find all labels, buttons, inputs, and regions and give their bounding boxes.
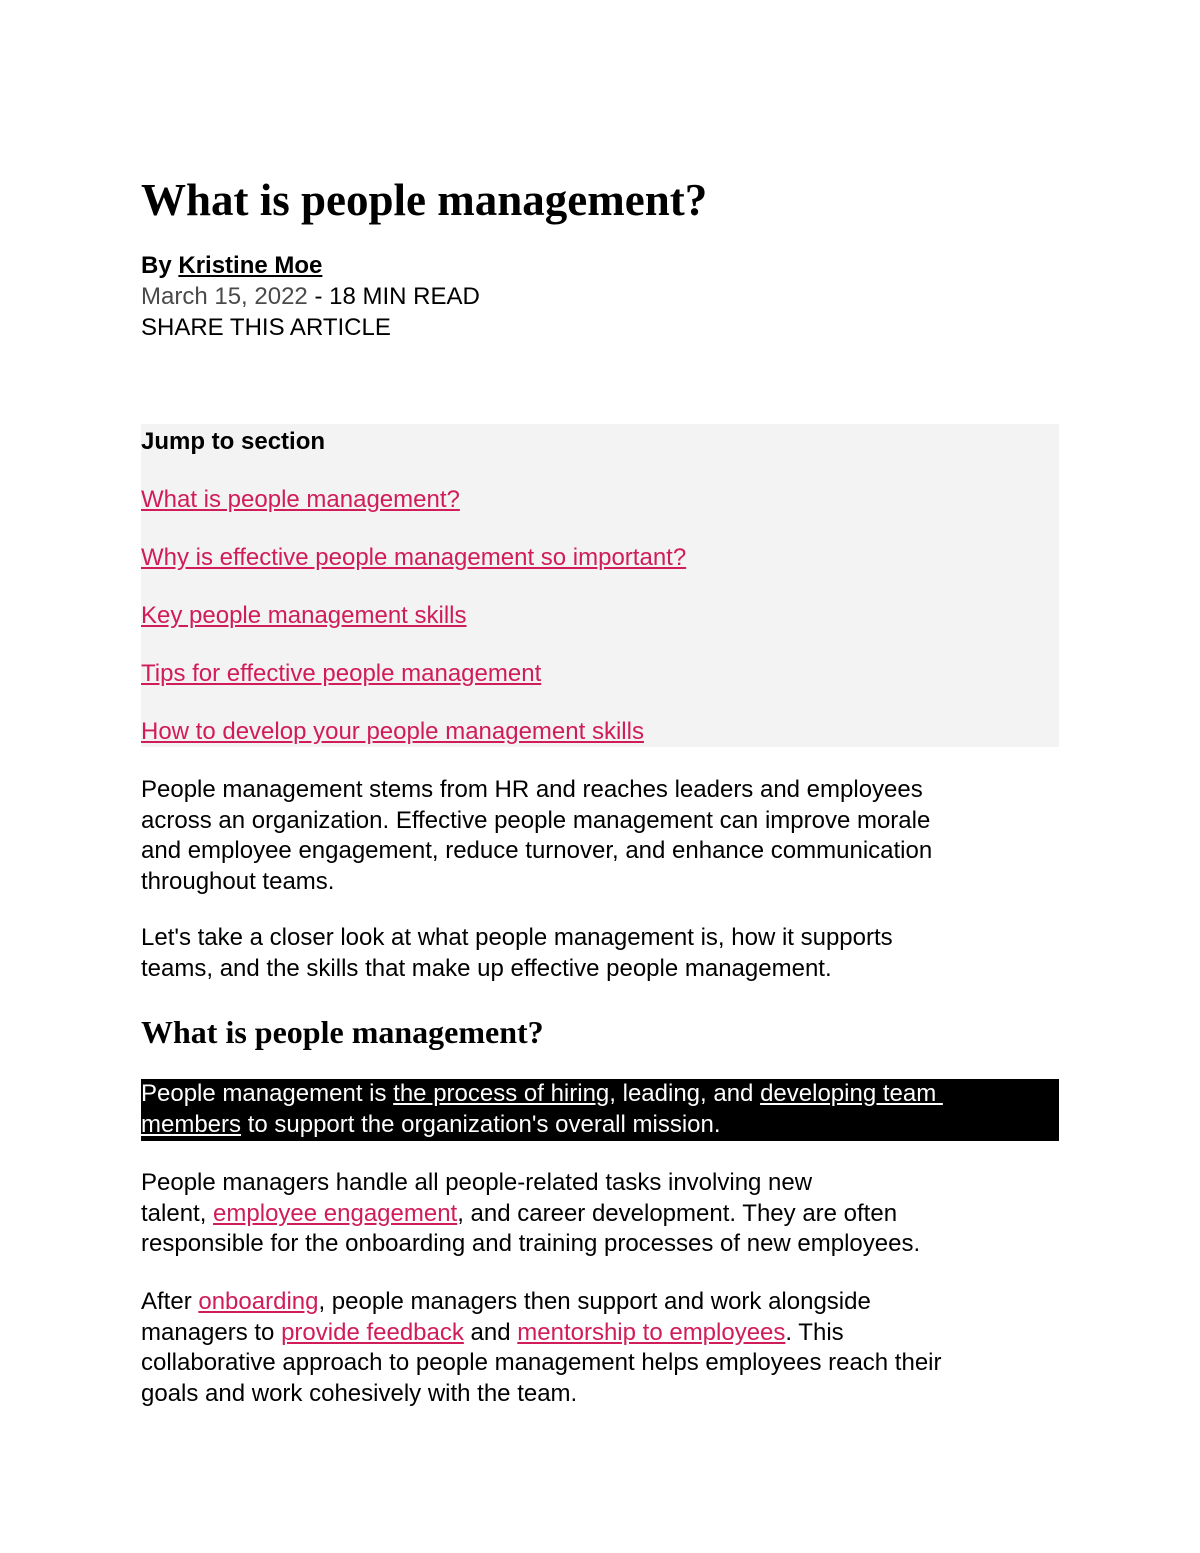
jump-to-section-box: [141, 424, 1059, 747]
text-line: People management stems from HR and reaches leaders and employees: [141, 776, 923, 803]
text-line: [141, 1318, 1059, 1349]
text-line: People managers handle all people-related tasks involving new: [141, 1169, 813, 1196]
text-line: collaborative approach to people management helps employees reach their: [141, 1349, 942, 1376]
date-line: [141, 281, 480, 312]
text-line: [141, 1199, 1059, 1230]
text-run: , people managers then support and work alongside: [318, 1288, 871, 1315]
by-label: By: [141, 252, 172, 279]
intro-paragraph-2: [141, 923, 1059, 984]
toc-link-tips[interactable]: Tips for effective people management: [141, 660, 542, 687]
page-title: What is people management?: [141, 175, 708, 225]
text-line: teams, and the skills that make up effective people management.: [141, 954, 832, 982]
text-run: managers to: [141, 1318, 282, 1346]
byline: [141, 250, 480, 281]
text-line: [141, 1287, 1059, 1318]
hiring-process-link[interactable]: the process of hiring: [393, 1080, 610, 1107]
text-line: [141, 1110, 1059, 1141]
publish-date: March 15, 2022: [141, 283, 308, 310]
text-run: talent,: [141, 1199, 214, 1227]
text-run: to support the organization's overall mission.: [241, 1110, 721, 1138]
text-run: , leading, and: [609, 1080, 761, 1107]
article-meta: [141, 250, 480, 343]
paragraph-people-managers: [141, 1168, 1059, 1260]
onboarding-link[interactable]: onboarding: [198, 1288, 319, 1315]
toc-heading: Jump to section: [141, 428, 326, 455]
author-link[interactable]: Kristine Moe: [178, 252, 323, 279]
toc-link-why-important[interactable]: Why is effective people management so important?: [141, 544, 687, 571]
developing-team-members-link[interactable]: developing team: [760, 1080, 943, 1107]
text-line: responsible for the onboarding and training processes of new employees.: [141, 1230, 921, 1257]
read-time: 18 MIN READ: [329, 283, 480, 310]
developing-team-members-link-continued[interactable]: members: [141, 1110, 242, 1138]
definition-highlight: [141, 1079, 1059, 1141]
date-separator: -: [307, 283, 330, 310]
text-run: People management is: [141, 1080, 394, 1107]
text-run: . This: [785, 1318, 844, 1346]
mentorship-link[interactable]: mentorship to employees: [517, 1318, 786, 1346]
text-line: Let's take a closer look at what people management is, how it supports: [141, 924, 893, 951]
section-heading: What is people management?: [141, 1014, 544, 1050]
toc-link-develop-skills[interactable]: How to develop your people management skills: [141, 718, 644, 745]
text-line: [141, 1079, 1059, 1110]
text-line: goals and work cohesively with the team.: [141, 1379, 578, 1407]
share-article-label[interactable]: SHARE THIS ARTICLE: [141, 314, 391, 341]
paragraph-after-onboarding: [141, 1287, 1059, 1409]
text-run: , and career development. They are often: [457, 1199, 898, 1227]
toc-link-what-is[interactable]: What is people management?: [141, 486, 460, 513]
intro-paragraph-1: [141, 775, 1059, 897]
text-line: throughout teams.: [141, 867, 335, 895]
provide-feedback-link[interactable]: provide feedback: [281, 1318, 464, 1346]
text-run: and: [463, 1318, 518, 1346]
toc-link-key-skills[interactable]: Key people management skills: [141, 602, 467, 629]
text-line: across an organization. Effective people management can improve morale: [141, 806, 931, 834]
text-run: After: [141, 1288, 199, 1315]
text-line: and employee engagement, reduce turnover, and enhance communication: [141, 837, 933, 864]
employee-engagement-link[interactable]: employee engagement: [213, 1199, 458, 1227]
